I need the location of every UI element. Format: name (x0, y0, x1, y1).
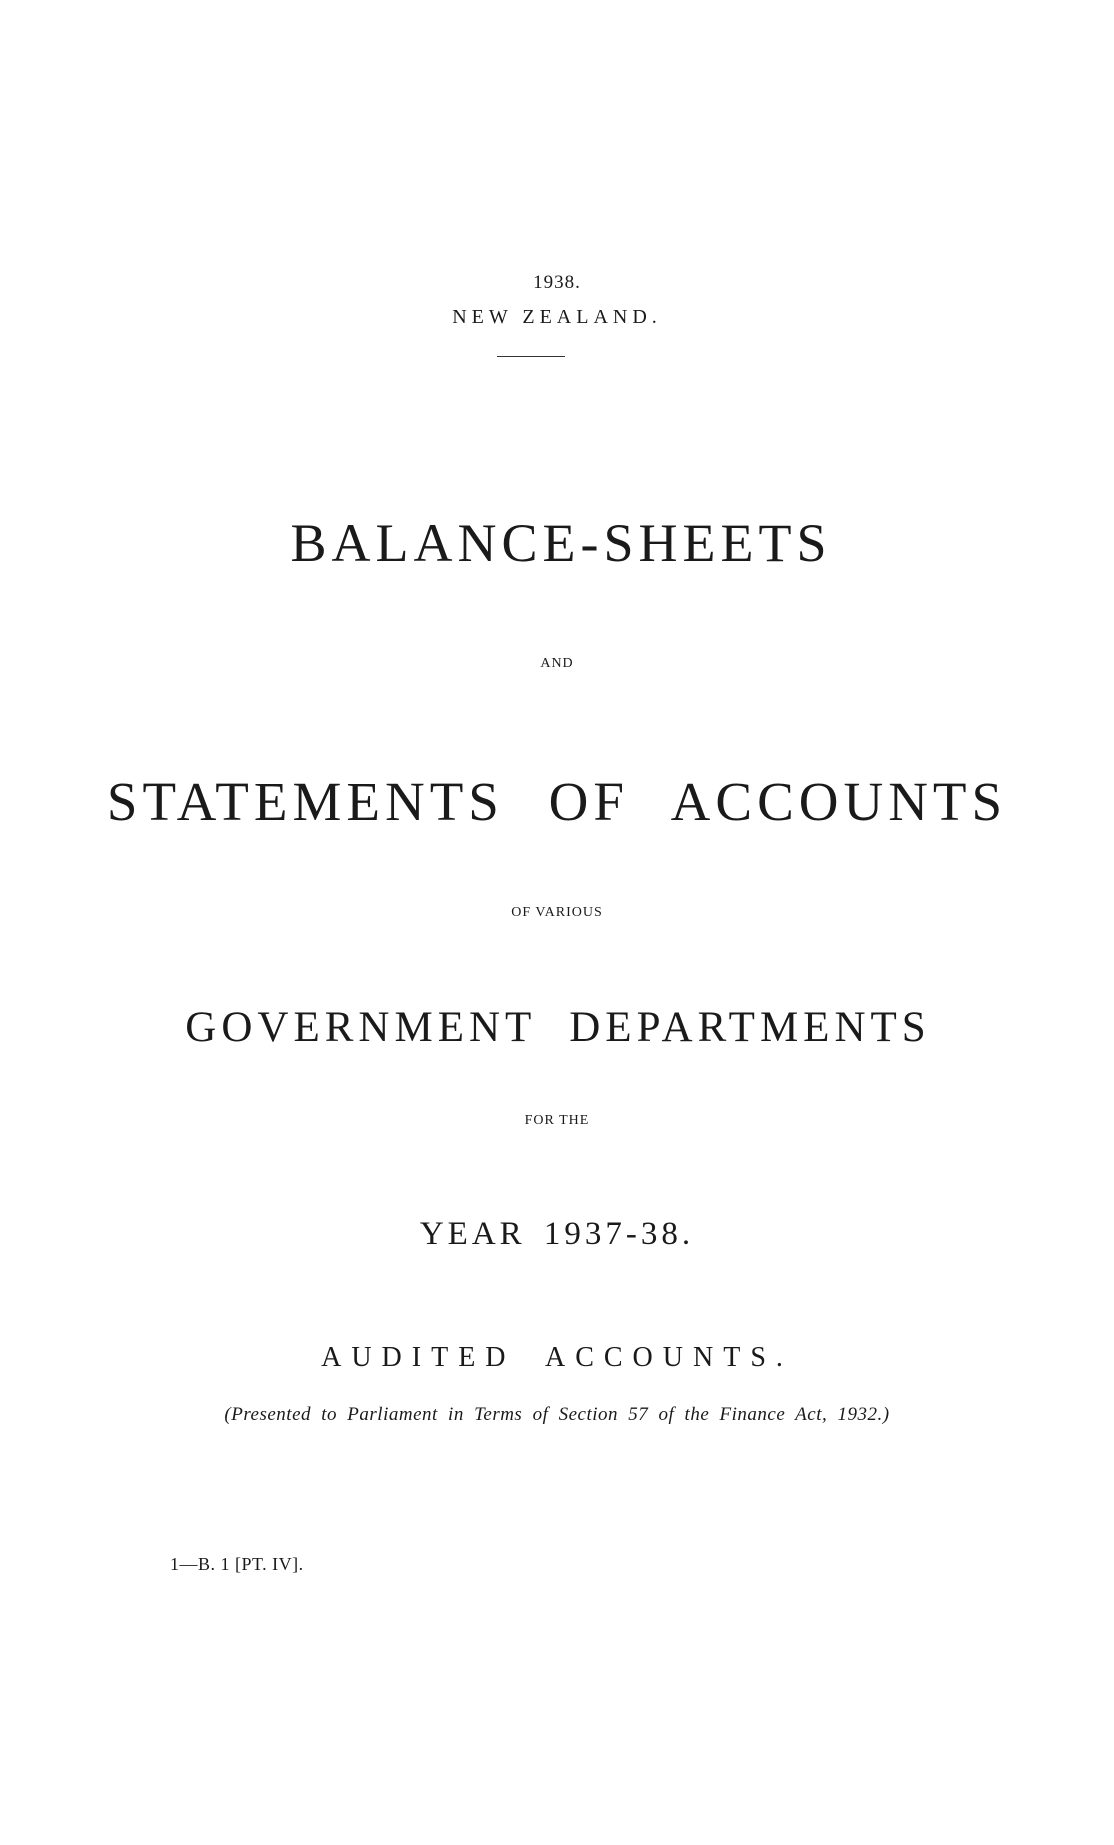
connector-and: AND (540, 656, 574, 671)
country-name: NEW ZEALAND. (452, 306, 662, 328)
title-statements-of-accounts: STATEMENTS OF ACCOUNTS (106, 771, 1008, 832)
paper-reference: 1—B. 1 [PT. IV]. (170, 1554, 304, 1574)
publication-year: 1938. (533, 272, 581, 293)
presentation-note: (Presented to Parliament in Terms of Section 57 of the Finance Act, 1932.) (224, 1404, 890, 1425)
title-government-departments: GOVERNMENT DEPARTMENTS (185, 1004, 931, 1051)
audited-accounts-heading: AUDITED ACCOUNTS. (321, 1342, 793, 1373)
divider-rule (497, 356, 565, 357)
connector-for-the: FOR THE (524, 1113, 590, 1128)
financial-year: YEAR 1937-38. (419, 1216, 695, 1252)
title-balance-sheets: BALANCE-SHEETS (290, 513, 832, 573)
connector-of-various: OF VARIOUS (511, 905, 603, 920)
